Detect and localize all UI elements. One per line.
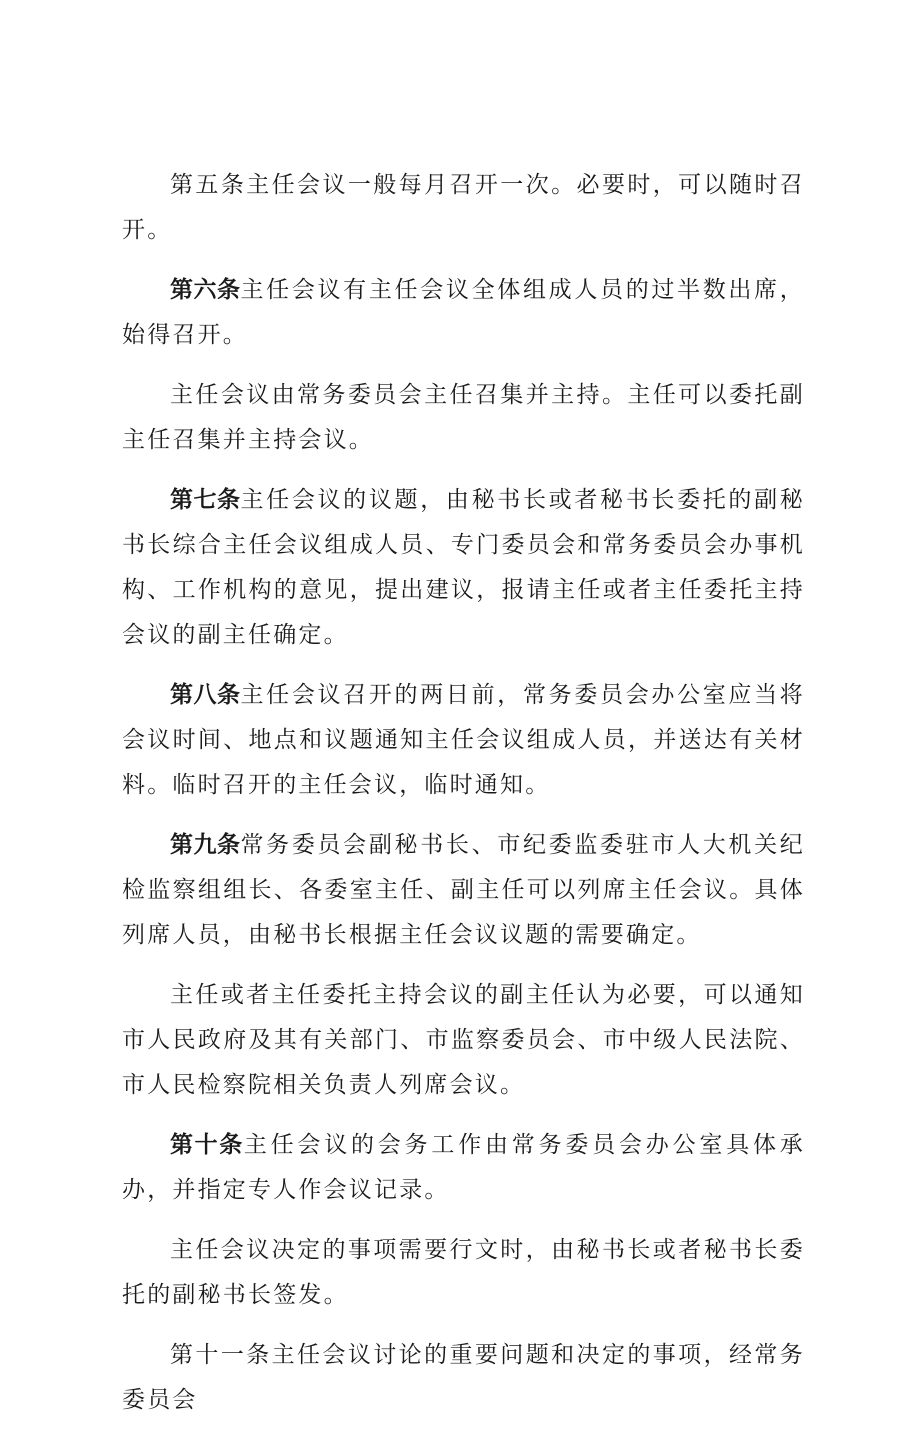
paragraph-article-5	[122, 163, 805, 253]
paragraph-text: 主任会议讨论的重要问题和决定的事项，经常务委员会	[122, 1342, 805, 1413]
article-label: 第九条	[170, 832, 241, 858]
paragraph-text: 主任或者主任委托主持会议的副主任认为必要，可以通知市人民政府及其有关部门、市监察委员会、市中级人民法院、市人民检察院相关负责人列席会议。	[122, 982, 805, 1098]
paragraph-text: 主任会议一般每月召开一次。必要时，可以随时召开。	[122, 172, 805, 243]
paragraph-text: 主任会议的会务工作由常务委员会办公室具体承办，并指定专人作会议记录。	[122, 1132, 806, 1203]
article-label: 第六条	[170, 277, 241, 303]
document-body	[122, 163, 805, 1438]
article-label: 第八条	[170, 682, 241, 708]
paragraph-text: 主任会议的议题，由秘书长或者秘书长委托的副秘书长综合主任会议组成人员、专门委员会和常务委员会办事机构、工作机构的意见，提出建议，报请主任或者主任委托主持会议的副主任确定。	[122, 487, 805, 648]
article-label: 第十条	[170, 1132, 244, 1158]
paragraph-article-10	[122, 1123, 805, 1213]
paragraph-article-7	[122, 478, 805, 658]
article-label: 第十一条	[170, 1342, 272, 1368]
paragraph-text: 主任会议召开的两日前，常务委员会办公室应当将会议时间、地点和议题通知主任会议组成人员，并送达有关材料。临时召开的主任会议，临时通知。	[122, 682, 805, 798]
article-label: 第七条	[170, 487, 241, 513]
paragraph-article-11	[122, 1333, 805, 1423]
paragraph-text: 主任会议决定的事项需要行文时，由秘书长或者秘书长委托的副秘书长签发。	[122, 1237, 805, 1308]
paragraph-article-10-clause-2	[122, 1228, 805, 1318]
paragraph-article-8	[122, 673, 805, 808]
paragraph-article-9-clause-2	[122, 973, 805, 1108]
paragraph-text: 常务委员会副秘书长、市纪委监委驻市人大机关纪检监察组组长、各委室主任、副主任可以列席主任会议。具体列席人员，由秘书长根据主任会议议题的需要确定。	[122, 832, 805, 948]
paragraph-article-9	[122, 823, 805, 958]
article-label: 第五条	[170, 172, 247, 198]
paragraph-text: 主任会议有主任会议全体组成人员的过半数出席，始得召开。	[122, 277, 805, 348]
paragraph-text: 主任会议由常务委员会主任召集并主持。主任可以委托副主任召集并主持会议。	[122, 382, 805, 453]
paragraph-article-6	[122, 268, 805, 358]
paragraph-article-6-clause-2	[122, 373, 805, 463]
